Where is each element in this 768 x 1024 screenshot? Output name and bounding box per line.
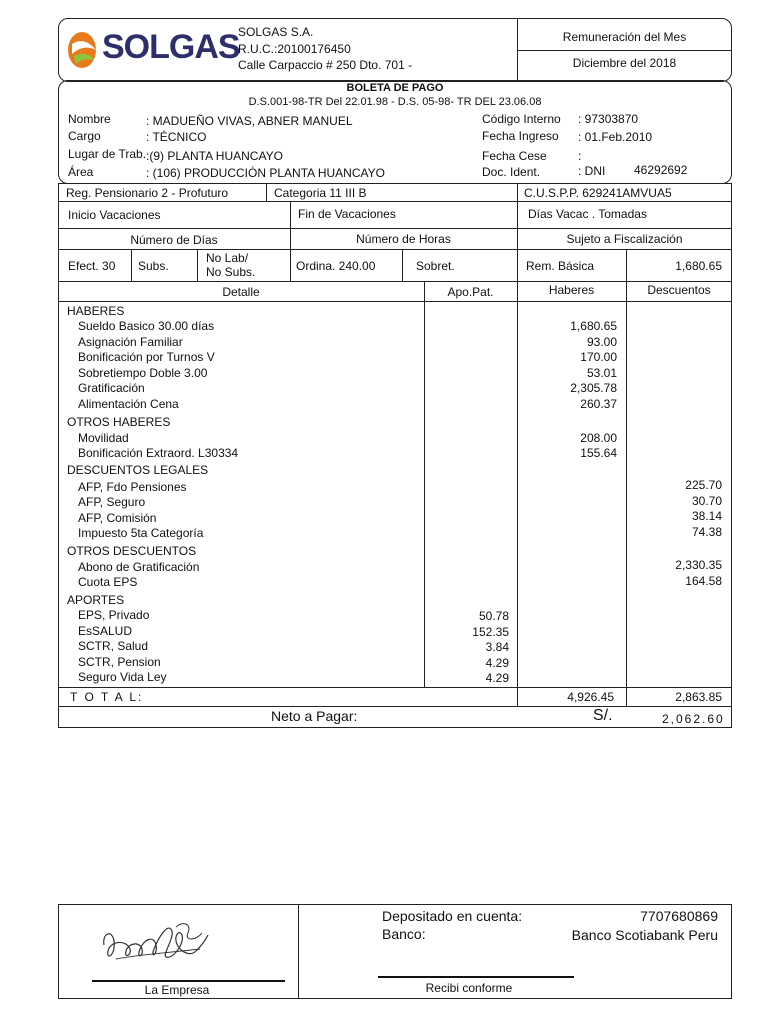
header-period-divider [517, 50, 731, 51]
signature-icon [96, 915, 216, 973]
neto-row [58, 706, 732, 728]
cese-value: : [578, 149, 582, 163]
period-label: Remuneración del Mes [562, 30, 687, 44]
bank-label: Banco: [382, 926, 426, 942]
line-haberes: 2,305.78 [570, 381, 617, 395]
bank-value: Banco Scotiabank Peru [571, 927, 718, 943]
line-item: EsSALUD [78, 624, 133, 638]
footer-divider [298, 904, 299, 999]
area-value: : (106) PRODUCCIÓN PLANTA HUANCAYO [146, 166, 385, 180]
area-label: Área [68, 165, 94, 179]
cnt-div-2 [197, 249, 198, 282]
line-item: AFP, Comisión [78, 511, 157, 525]
nolab-line-1: No Lab/ [206, 251, 249, 265]
neto-label: Neto a Pagar: [271, 708, 358, 724]
doc-ident-label: Doc. Ident. [482, 165, 541, 179]
total-descuentos: 2,863.85 [675, 690, 722, 704]
line-apo: 4.29 [485, 656, 509, 670]
nolab-line-2: No Subs. [206, 265, 256, 279]
neto-currency: S/. [593, 707, 613, 724]
line-item: Bonificación Extraord. L30334 [78, 446, 239, 460]
conforme-sign-line [378, 976, 574, 978]
col-haberes: Haberes [548, 283, 595, 297]
line-apo: 4.29 [485, 671, 509, 685]
cnt-div-4 [402, 249, 403, 282]
empresa-sign-line [92, 980, 285, 982]
line-descuentos: 30.70 [691, 494, 722, 508]
detail-total-line [58, 687, 732, 688]
col-detalle: Detalle [222, 285, 260, 299]
cuspp: C.U.S.P.P. 629241AMVUA5 [524, 186, 672, 200]
rem-basica-value: 1,680.65 [675, 259, 722, 273]
ingreso-value: : 01.Feb.2010 [578, 130, 653, 144]
line-item: AFP, Seguro [78, 495, 146, 509]
empresa-label: La Empresa [144, 983, 210, 997]
cnt-div-6 [626, 249, 627, 282]
line-item: EPS, Privado [78, 608, 150, 622]
line-haberes: 260.37 [580, 397, 617, 411]
line-item: Seguro Vida Ley [78, 670, 167, 684]
cese-label: Fecha Cese [482, 149, 547, 163]
line-descuentos: 225.70 [685, 478, 722, 492]
col-apo: Apo.Pat. [447, 285, 494, 299]
line-item: AFP, Fdo Pensiones [78, 480, 187, 494]
line-item: Bonificación por Turnos V [78, 350, 215, 364]
doc-decree: D.S.001-98-TR Del 22.01.98 - D.S. 05-98- TR DEL 23.06.08 [248, 96, 542, 108]
line-item: SCTR, Salud [78, 639, 149, 653]
ingreso-label: Fecha Ingreso [482, 129, 559, 143]
cargo-value: : TÉCNICO [146, 130, 207, 144]
detail-header-line [58, 301, 732, 302]
categoria: Categoria 11 III B [274, 186, 367, 200]
company-name: SOLGAS S.A. [238, 25, 314, 39]
sobret-horas: Sobret. [416, 259, 455, 273]
line-haberes: 93.00 [586, 335, 617, 349]
detail-div-desc [626, 281, 627, 707]
line-item: Alimentación Cena [78, 397, 179, 411]
pension-div-1 [266, 183, 267, 202]
line-apo: 3.84 [485, 640, 509, 654]
company-address: Calle Carpaccio # 250 Dto. 701 - [238, 58, 413, 72]
num-horas-header: Número de Horas [356, 232, 451, 246]
line-descuentos: 38.14 [691, 509, 722, 523]
line-haberes: 170.00 [580, 350, 617, 364]
line-haberes: 1,680.65 [570, 319, 617, 333]
solgas-logo-text: SOLGAS [102, 28, 240, 66]
doc-ident-type: : DNI [578, 164, 606, 178]
fin-vacaciones: Fin de Vacaciones [298, 207, 396, 221]
line-item: SCTR, Pension [78, 655, 161, 669]
fiscal-header: Sujeto a Fiscalización [566, 232, 683, 246]
detail-div-apo [424, 281, 425, 687]
line-haberes: 155.64 [580, 446, 617, 460]
line-item: DESCUENTOS LEGALES [67, 463, 209, 477]
line-item: Asignación Familiar [78, 335, 183, 349]
reg-pensionario: Reg. Pensionario 2 - Profuturo [66, 186, 229, 200]
neto-value: 2,062.60 [662, 712, 725, 726]
line-item: Gratificación [78, 381, 145, 395]
line-descuentos: 74.38 [691, 525, 722, 539]
doc-title: BOLETA DE PAGO [346, 82, 444, 94]
num-dias-header: Número de Días [130, 233, 218, 247]
cargo-label: Cargo [68, 129, 101, 143]
line-item: APORTES [67, 593, 125, 607]
nombre-value: : MADUEÑO VIVAS, ABNER MANUEL [146, 114, 353, 128]
line-haberes: 208.00 [580, 431, 617, 445]
detail-div-hab [517, 281, 518, 707]
dias-vacaciones: Días Vacac . Tomadas [528, 207, 647, 221]
line-item: OTROS HABERES [67, 415, 171, 429]
rem-basica-label: Rem. Básica [526, 259, 595, 273]
deposit-value: 7707680869 [640, 908, 718, 924]
line-item: Abono de Gratificación [78, 560, 200, 574]
inicio-vacaciones: Inicio Vacaciones [68, 208, 161, 222]
line-item: OTROS DESCUENTOS [67, 544, 197, 558]
line-apo: 152.35 [472, 625, 509, 639]
pension-div-2 [517, 183, 518, 202]
doc-ident-value: 46292692 [634, 163, 688, 177]
line-haberes: 53.01 [586, 366, 617, 380]
codigo-value: : 97303870 [578, 112, 639, 126]
total-label: T O T A L: [70, 690, 144, 704]
subs-dias: Subs. [138, 259, 169, 273]
company-ruc: R.U.C.:20100176450 [238, 42, 351, 56]
col-descuentos: Descuentos [647, 283, 711, 297]
solgas-logo-icon [66, 30, 100, 70]
vac-div-1 [290, 201, 291, 229]
period-value: Diciembre del 2018 [572, 56, 677, 70]
line-item: Impuesto 5ta Categoría [78, 526, 204, 540]
total-haberes: 4,926.45 [567, 690, 614, 704]
line-item: Cuota EPS [78, 575, 138, 589]
cnt-div-1 [131, 249, 132, 282]
conforme-label: Recibi conforme [425, 981, 513, 995]
deposit-label: Depositado en cuenta: [382, 908, 523, 924]
line-descuentos: 164.58 [685, 574, 722, 588]
efect-dias: Efect. 30 [68, 259, 116, 273]
line-descuentos: 2,330.35 [675, 558, 722, 572]
nombre-label: Nombre [68, 112, 111, 126]
line-apo: 50.78 [478, 609, 509, 623]
lugar-label: Lugar de Trab. [68, 147, 147, 161]
ordina-horas: Ordina. 240.00 [296, 259, 376, 273]
codigo-label: Código Interno [482, 112, 561, 126]
cnt-div-5 [517, 249, 518, 282]
line-item: HABERES [67, 304, 125, 318]
vac-div-2 [517, 201, 518, 229]
line-item: Movilidad [78, 431, 129, 445]
lugar-value: :(9) PLANTA HUANCAYO [146, 149, 283, 163]
line-item: Sueldo Basico 30.00 días [78, 319, 215, 333]
line-item: Sobretiempo Doble 3.00 [78, 366, 208, 380]
cnt-div-3 [290, 249, 291, 282]
